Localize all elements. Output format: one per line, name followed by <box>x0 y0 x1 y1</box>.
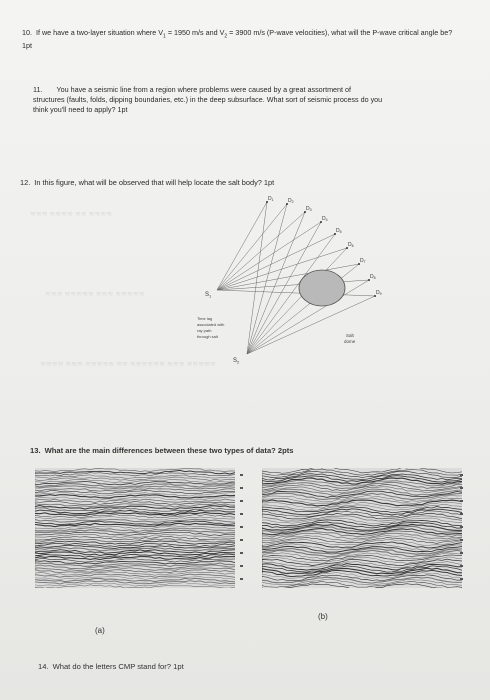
question-10 <box>22 28 462 51</box>
time-tick <box>240 526 243 528</box>
receiver-marker <box>266 201 268 203</box>
receiver-marker <box>374 295 376 297</box>
time-lag-annotation: Time lag associated with ray path through salt <box>197 316 225 339</box>
question-text: = 1950 m/s and V <box>165 28 225 37</box>
ray-path <box>217 204 287 290</box>
source-label-s1: $S_1$ <box>205 292 212 299</box>
time-tick <box>460 487 463 489</box>
time-tick <box>240 487 243 489</box>
time-tick <box>240 552 243 554</box>
source-label-s2: $S_2$ <box>233 358 240 365</box>
receiver-label: $D_4$ <box>322 216 328 223</box>
receiver-marker <box>286 203 288 205</box>
question-text: What do the letters CMP stand for? 1pt <box>52 662 184 671</box>
time-tick <box>460 500 463 502</box>
time-tick <box>240 578 243 580</box>
subscript: 2 <box>224 33 228 40</box>
receiver-label: $D_3$ <box>306 206 312 213</box>
time-tick <box>460 539 463 541</box>
receiver-marker <box>358 263 360 265</box>
question-text: = 3900 m/s (P-wave velocities), what will the P-wave critical angle be? 1pt <box>22 28 453 51</box>
receiver-label: $D_2$ <box>288 198 294 205</box>
time-tick <box>460 565 463 567</box>
seismic-section-a <box>35 468 235 588</box>
question-text: You have a seismic line from a region where problems were caused by a great assortment of structures (faults, folds, dipping boundaries, etc.) in the deep subsurface. What sort of seismic process do you think you'll need to apply? 1pt <box>33 85 383 114</box>
time-tick <box>240 474 243 476</box>
ray-path <box>217 280 369 290</box>
receiver-label: $D_7$ <box>360 258 366 265</box>
receiver-label: $D_6$ <box>348 242 354 249</box>
time-tick <box>460 552 463 554</box>
question-12 <box>20 178 460 188</box>
subscript: 1 <box>163 33 166 40</box>
question-number: 13. <box>30 446 41 455</box>
ray-fan-source-1 <box>217 202 375 296</box>
time-tick <box>240 539 243 541</box>
ray-path <box>217 212 305 290</box>
question-number: 12. <box>20 178 31 187</box>
question-13 <box>30 446 470 456</box>
panel-label-b: (b) <box>318 612 328 621</box>
receiver-label: $D_9$ <box>376 290 382 297</box>
question-11 <box>33 85 383 115</box>
receiver-marker <box>304 211 306 213</box>
seismic-section-b <box>262 468 462 588</box>
time-tick <box>240 500 243 502</box>
time-tick <box>460 526 463 528</box>
question-number: 11. <box>33 85 43 94</box>
ray-path <box>247 296 375 354</box>
receiver-marker <box>346 247 348 249</box>
question-14 <box>38 662 338 672</box>
time-tick <box>460 513 463 515</box>
time-tick <box>460 474 463 476</box>
bleed-through-text: ≋≋≋≋ ≋≋≋ ≋≋≋≋≋ ≋≋ ≋≋≋≋≋≋ ≋≋≋ ≋≋≋≋≋ <box>40 361 216 368</box>
question-number: 14. <box>38 662 49 671</box>
ray-path <box>217 202 267 290</box>
time-tick <box>460 578 463 580</box>
question-text: In this figure, what will be observed that will help locate the salt body? 1pt <box>34 178 275 187</box>
question-text: If we have a two-layer situation where V <box>36 28 164 37</box>
salt-dome-ray-diagram <box>195 192 395 367</box>
time-tick <box>240 565 243 567</box>
time-axis-ticks-b <box>458 470 466 590</box>
salt-dome-shape <box>299 270 345 306</box>
question-text: What are the main differences between these two types of data? 2pts <box>44 446 294 455</box>
receiver-label: $D_5$ <box>336 228 342 235</box>
salt-dome-label: Salt dome <box>344 333 356 344</box>
receiver-label: $D_1$ <box>268 196 274 203</box>
receiver-marker <box>334 233 336 235</box>
bleed-through-text: ≋≋≋ ≋≋≋≋≋ ≋≋≋ ≋≋≋≋≋ <box>45 291 145 298</box>
receiver-marker <box>320 221 322 223</box>
panel-label-a: (a) <box>95 626 105 635</box>
time-axis-ticks-a <box>238 470 246 590</box>
receiver-marker <box>368 279 370 281</box>
bleed-through-text: ≋≋≋ ≋≋≋≋ ≋≋ ≋≋≋≋ <box>30 211 113 218</box>
question-number: 10. <box>22 28 32 37</box>
time-tick <box>240 513 243 515</box>
receiver-label: $D_8$ <box>370 274 376 281</box>
